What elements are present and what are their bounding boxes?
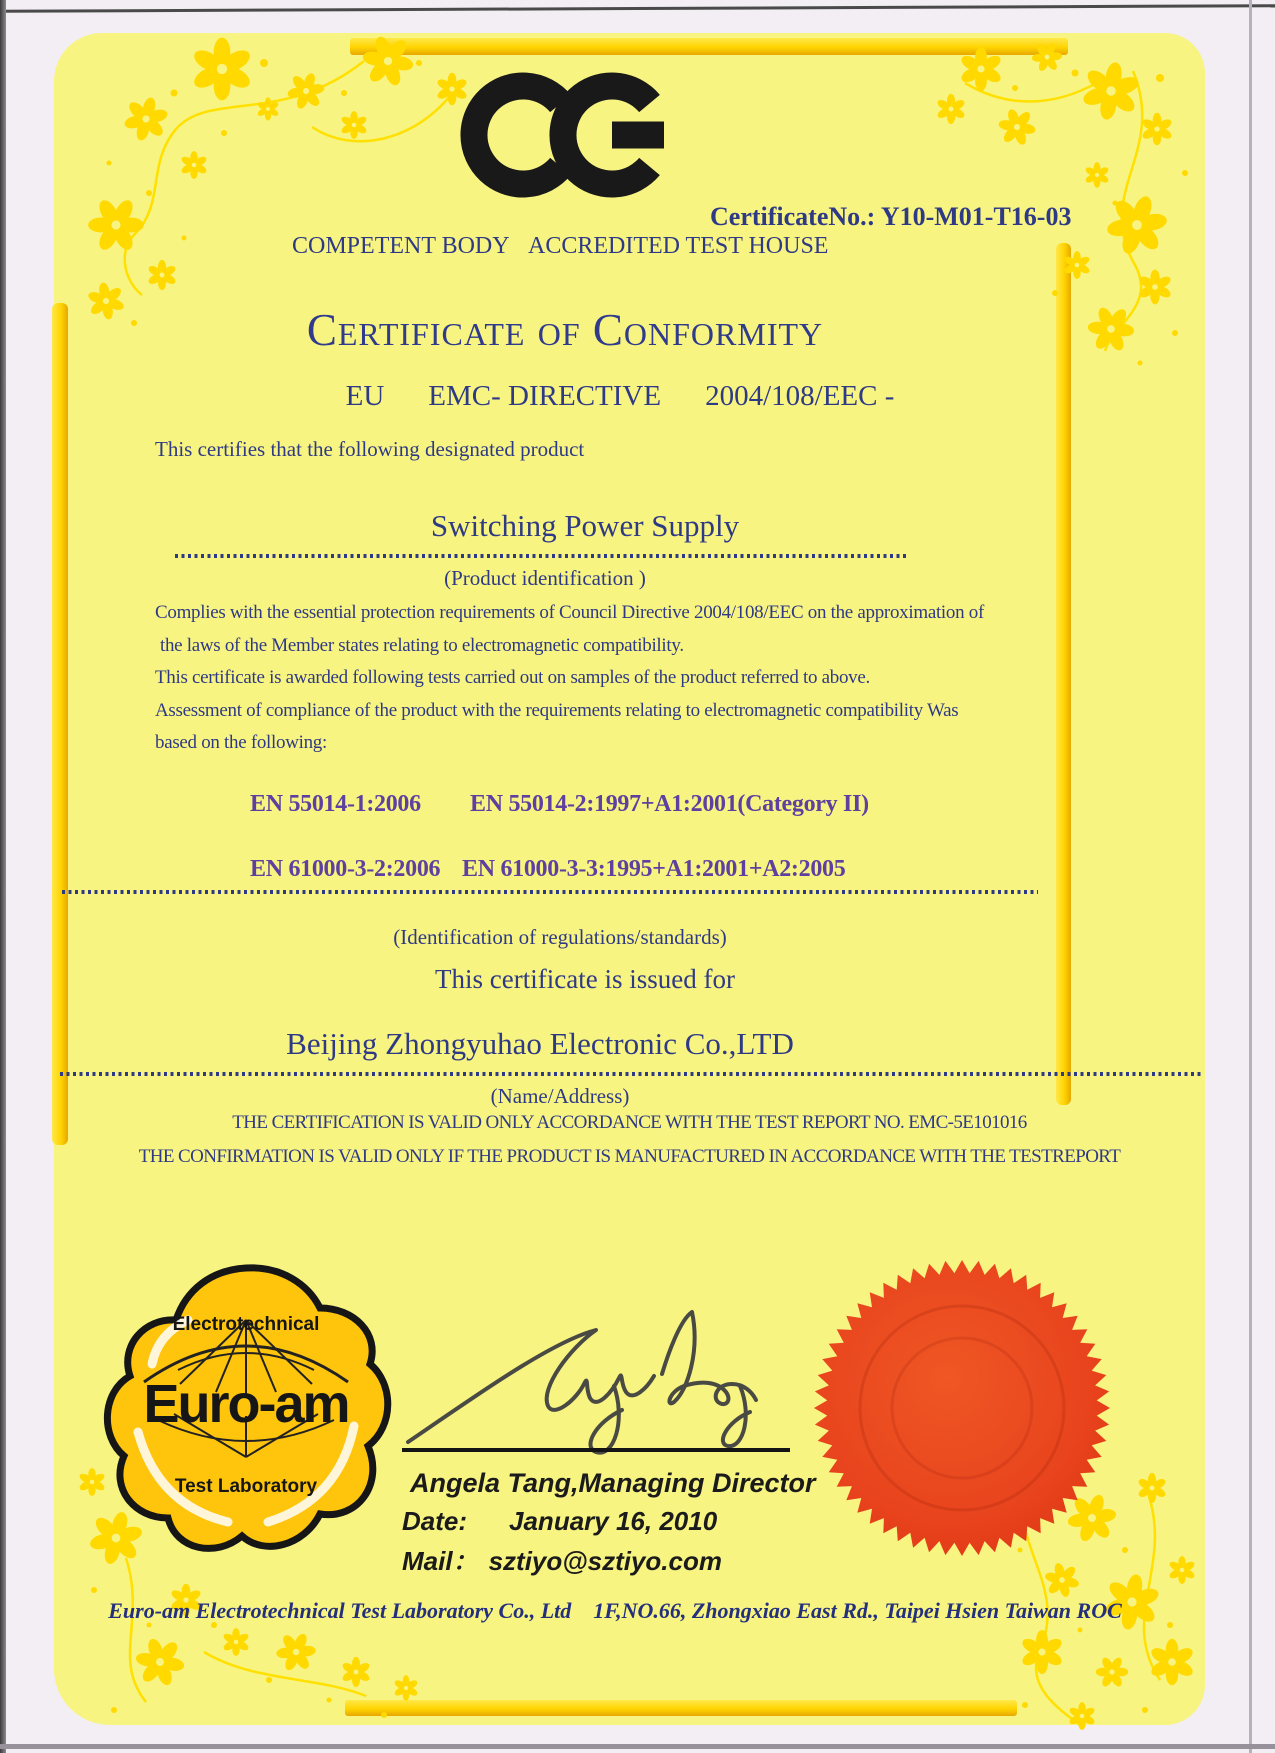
accredited-test-house-label: ACCREDITED TEST HOUSE	[528, 233, 829, 259]
euro-am-seal-name-text: Euro-am	[143, 1374, 349, 1434]
standard-en-55014-2: EN 55014-2:1997+A1:2001(Category II)	[470, 791, 869, 817]
body-line: Assessment of compliance of the product with the requirements relating to electromagnetic compatibility Was	[155, 699, 959, 721]
red-embossed-seal	[812, 1258, 1112, 1558]
signatory-name: Angela Tang,Managing Director	[410, 1468, 816, 1498]
scan-edge-top	[0, 4, 1275, 13]
red-seal-starburst	[814, 1260, 1110, 1556]
mail-row	[402, 1541, 722, 1578]
company-name: Beijing Zhongyuhao Electronic Co.,LTD	[286, 1026, 794, 1061]
directive-line	[140, 380, 1100, 413]
dotted-rule-product	[175, 554, 907, 558]
issued-for-line: This certificate is issued for	[435, 964, 735, 994]
compliance-paragraph	[155, 597, 1135, 760]
certifies-line: This certifies that the following designated product	[155, 437, 585, 461]
product-name: Switching Power Supply	[430, 508, 740, 543]
validity-line-1: THE CERTIFICATION IS VALID ONLY ACCORDANCE WITH THE TEST REPORT NO. EMC-5E101016	[232, 1112, 1027, 1133]
product-caption: (Product identification )	[444, 566, 646, 590]
validity-line-2: THE CONFIRMATION IS VALID ONLY IF THE PRODUCT IS MANUFACTURED IN ACCORDANCE WITH THE TESTREPORT	[138, 1146, 1121, 1167]
scan-edge-right	[1249, 0, 1252, 1753]
body-line: the laws of the Member states relating to electromagnetic compatibility.	[160, 634, 684, 656]
euro-am-seal-bottom-text: Test Laboratory	[174, 1476, 318, 1497]
mail-value: sztiyo@sztiyo.com	[488, 1546, 722, 1576]
date-row	[402, 1506, 717, 1537]
directive-emc: EMC- DIRECTIVE	[428, 380, 662, 412]
body-line: This certificate is awarded following tests carried out on samples of the product referred to above.	[155, 667, 870, 689]
signature	[400, 1290, 800, 1465]
ce-mark-icon	[460, 56, 672, 214]
scan-edge-bottom	[0, 1744, 1275, 1749]
dotted-rule-standards	[62, 890, 1038, 894]
company-caption: (Name/Address)	[490, 1084, 630, 1108]
standard-en-61000-3-2: EN 61000-3-2:2006	[250, 856, 441, 882]
body-line: based on the following:	[155, 732, 327, 754]
flower-decoration-top-left-icon	[54, 33, 484, 333]
competent-body-label: COMPETENT BODY	[292, 233, 510, 259]
directive-eu: EU	[345, 380, 385, 412]
dotted-rule-company	[60, 1072, 1202, 1076]
standards-caption: (Identification of regulations/standards)	[393, 925, 727, 949]
frame-bar-left	[52, 303, 68, 1145]
standard-en-55014-1: EN 55014-1:2006	[250, 791, 421, 817]
body-line: Complies with the essential protection requirements of Council Directive 2004/108/EEC on the approximation of	[155, 602, 984, 623]
mail-label: Mail：	[402, 1546, 479, 1576]
standard-en-61000-3-3: EN 61000-3-3:1995+A1:2001+A2:2005	[462, 856, 846, 882]
certificate-number: CertificateNo.: Y10-M01-T16-03	[710, 202, 1072, 231]
footer-address-line: Euro-am Electrotechnical Test Laboratory Co., Ltd 1F,NO.66, Zhongxiao East Rd., Taipei Hsien Taiwan ROC	[108, 1598, 1122, 1623]
euro-am-seal-top-text: Electrotechnical	[172, 1314, 320, 1335]
scan-edge-left	[0, 0, 6, 1753]
date-value: January 16, 2010	[509, 1506, 718, 1536]
certificate-title: Certificate of Conformity	[306, 305, 824, 355]
euro-am-seal	[96, 1250, 396, 1562]
signature-line	[402, 1448, 790, 1452]
date-label: Date:	[402, 1506, 468, 1536]
directive-number: 2004/108/EEC -	[705, 380, 895, 412]
